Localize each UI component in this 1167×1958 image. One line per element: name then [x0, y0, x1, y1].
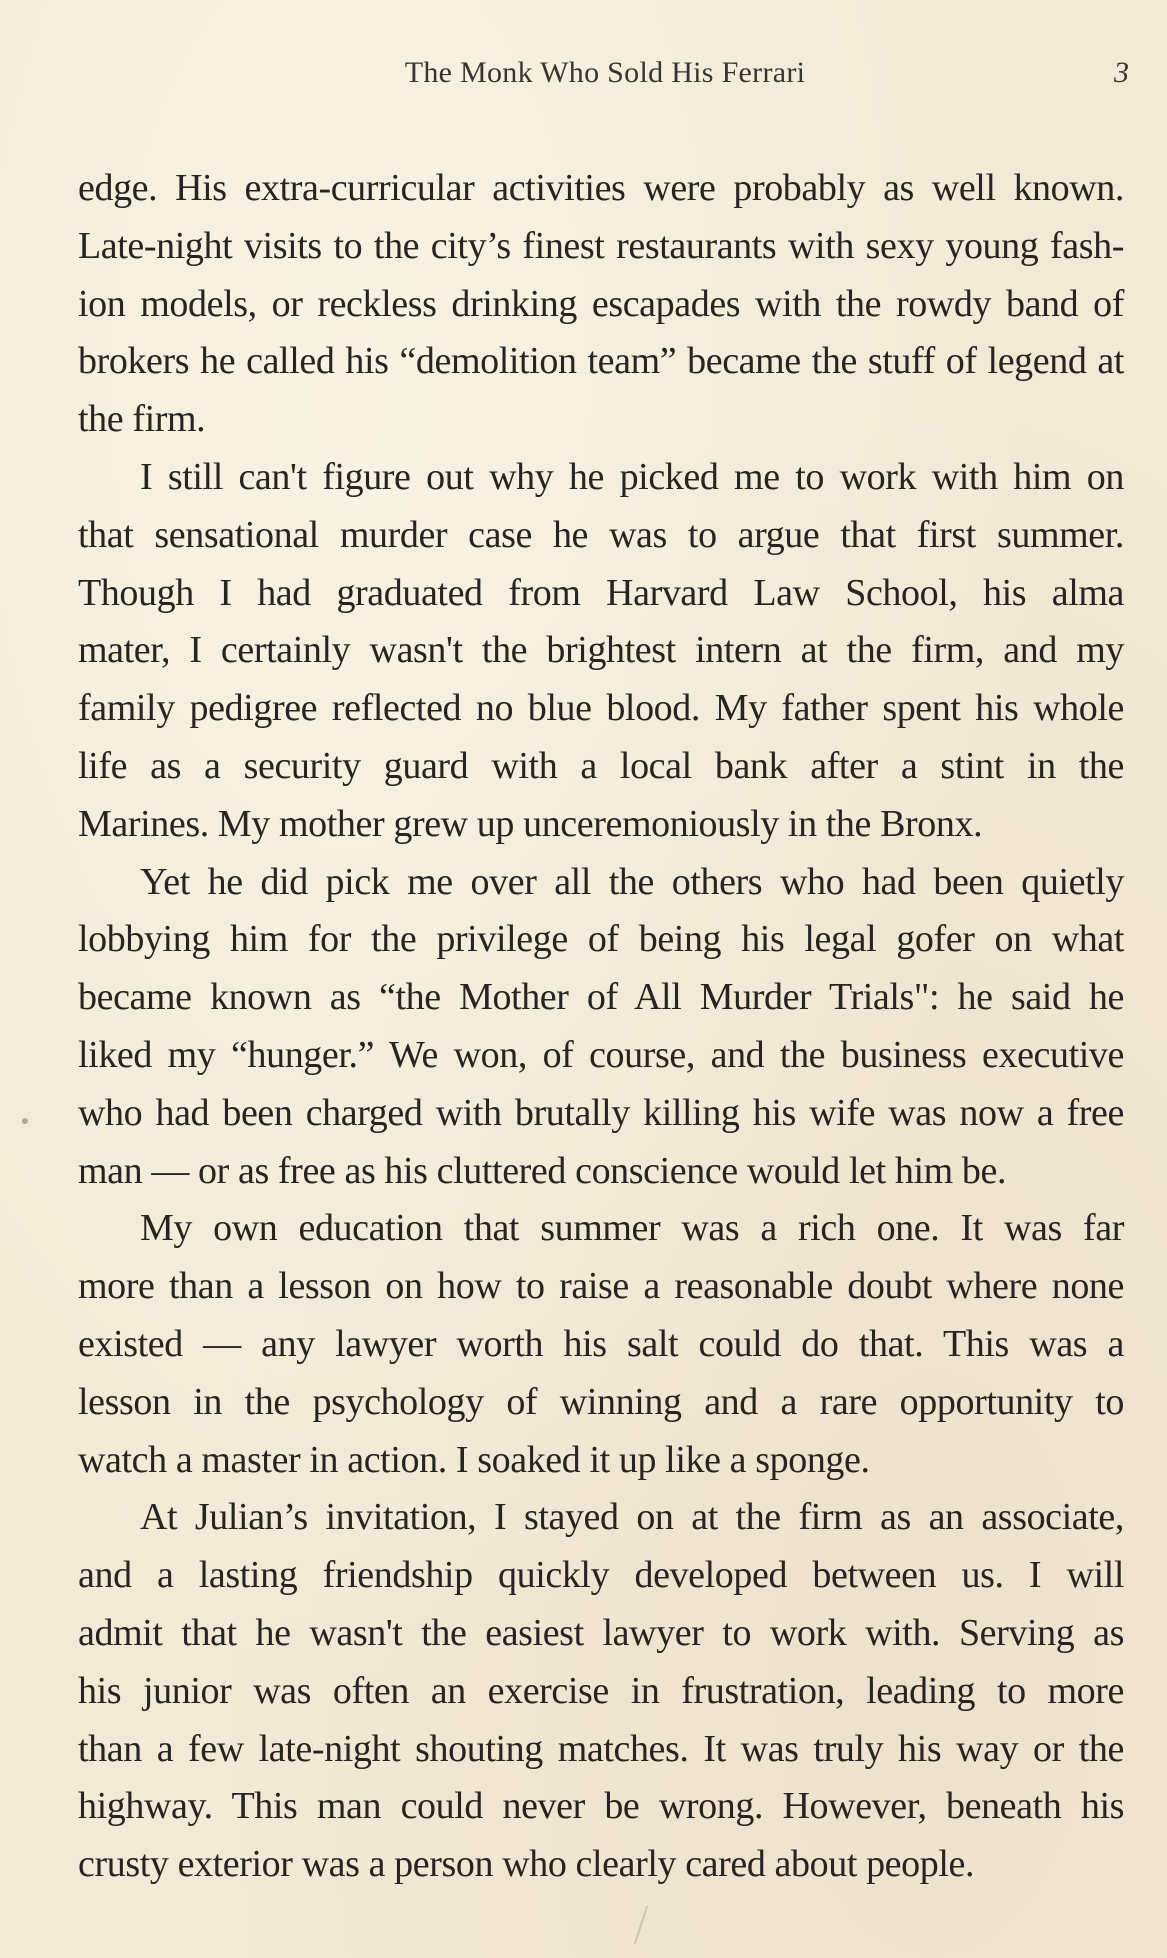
text-line: family pedigree reflected no blue blood. My father spent his whole: [78, 687, 1124, 730]
text-line: than a few late-night shouting matches. It was truly his way or the: [78, 1727, 1124, 1770]
paragraph: [78, 1200, 1124, 1489]
paragraph: [78, 1489, 1124, 1894]
text-line: lobbying him for the privilege of being his legal gofer on what: [78, 918, 1124, 961]
text-line: who had been charged with brutally killing his wife was now a free: [78, 1091, 1124, 1134]
text-line: existed — any lawyer worth his salt could do that. This was a: [78, 1322, 1124, 1365]
text-line: watch a master in action. I soaked it up like a sponge.: [78, 1438, 870, 1481]
text-line: At Julian’s invitation, I stayed on at the firm as an associate,: [140, 1496, 1124, 1539]
text-line: Late-night visits to the city’s finest restaurants with sexy young fash-: [78, 224, 1124, 267]
text-line: lesson in the psychology of winning and a rare opportunity to: [78, 1380, 1124, 1423]
body-text: [78, 160, 1124, 1894]
text-line: highway. This man could never be wrong. However, beneath his: [78, 1785, 1124, 1828]
text-line: admit that he wasn't the easiest lawyer to work with. Serving as: [78, 1611, 1124, 1654]
text-line: mater, I certainly wasn't the brightest intern at the firm, and my: [78, 629, 1124, 672]
text-line: My own education that summer was a rich one. It was far: [140, 1207, 1124, 1250]
text-line: became known as “the Mother of All Murder Trials": he said he: [78, 976, 1124, 1019]
paper-crease: [634, 1906, 648, 1945]
paragraph: [78, 160, 1124, 449]
text-line: Yet he did pick me over all the others who had been quietly: [140, 860, 1124, 903]
running-head: [0, 52, 1167, 96]
text-line: his junior was often an exercise in frustration, leading to more: [78, 1669, 1124, 1712]
text-line: man — or as free as his cluttered conscience would let him be.: [78, 1149, 1007, 1192]
text-line: liked my “hunger.” We won, of course, and the business executive: [78, 1033, 1124, 1076]
page-number: 3: [1114, 56, 1129, 89]
text-line: and a lasting friendship quickly developed between us. I will: [78, 1554, 1124, 1597]
paragraph: [78, 854, 1124, 1201]
text-line: more than a lesson on how to raise a reasonable doubt where none: [78, 1265, 1124, 1308]
text-line: crusty exterior was a person who clearly cared about people.: [78, 1843, 975, 1886]
text-line: Marines. My mother grew up unceremoniously in the Bronx.: [78, 802, 983, 845]
text-line: edge. His extra-curricular activities were probably as well known.: [78, 167, 1124, 209]
running-head-title: The Monk Who Sold His Ferrari: [404, 56, 806, 89]
text-line: the firm.: [78, 398, 206, 441]
text-line: ion models, or reckless drinking escapades with the rowdy band of: [78, 282, 1124, 325]
text-line: life as a security guard with a local bank after a stint in the: [78, 744, 1124, 787]
text-line: brokers he called his “demolition team” became the stuff of legend at: [78, 340, 1124, 383]
text-line: Though I had graduated from Harvard Law School, his alma: [78, 571, 1124, 614]
text-line: I still can't figure out why he picked me to work with him on: [140, 455, 1124, 498]
text-line: that sensational murder case he was to argue that first summer.: [78, 513, 1124, 556]
margin-speck: [22, 1118, 28, 1124]
paragraph: [78, 449, 1124, 854]
